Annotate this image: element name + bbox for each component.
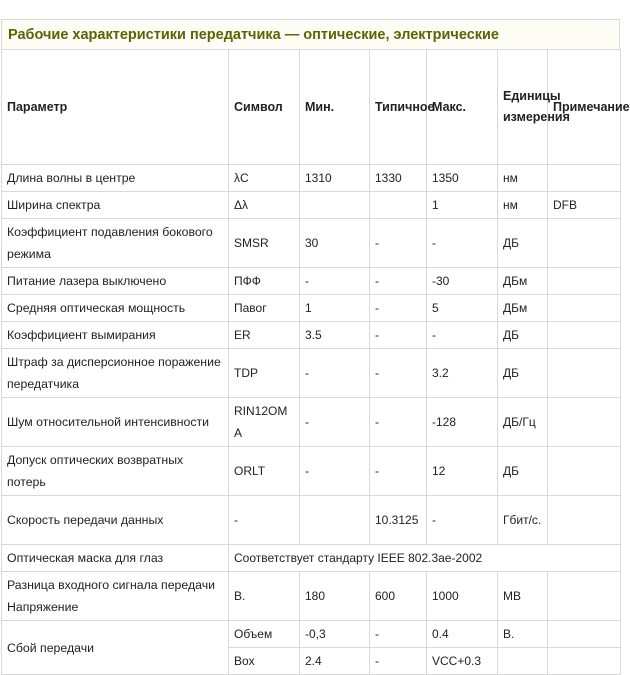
table-cell: нм bbox=[498, 192, 548, 219]
table-cell bbox=[548, 398, 621, 447]
table-row bbox=[2, 398, 621, 447]
table-cell: VCC+0.3 bbox=[427, 648, 498, 675]
table-cell bbox=[548, 165, 621, 192]
table-cell: - bbox=[370, 621, 427, 648]
table-cell: - bbox=[427, 219, 498, 268]
table-cell: Питание лазера выключено bbox=[2, 268, 229, 295]
table-cell: Допуск оптических возвратных потерь bbox=[2, 447, 229, 496]
table-cell: -30 bbox=[427, 268, 498, 295]
table-cell: TDP bbox=[229, 349, 300, 398]
table-cell: 180 bbox=[300, 572, 370, 621]
table-cell: Δλ bbox=[229, 192, 300, 219]
table-cell: - bbox=[370, 398, 427, 447]
header-cell: Макс. bbox=[427, 50, 498, 165]
table-cell: RIN12OMA bbox=[229, 398, 300, 447]
table-cell: 1 bbox=[427, 192, 498, 219]
header-cell: Единицы измерения bbox=[498, 50, 548, 165]
table-cell: -0,3 bbox=[300, 621, 370, 648]
table-cell: Ширина спектра bbox=[2, 192, 229, 219]
table-cell: 1 bbox=[300, 295, 370, 322]
table-cell: 1350 bbox=[427, 165, 498, 192]
table-cell bbox=[300, 192, 370, 219]
header-cell: Примечание bbox=[548, 50, 621, 165]
table-cell: Коэффициент вымирания bbox=[2, 322, 229, 349]
table-cell: ДБм bbox=[498, 295, 548, 322]
table-cell: 3.5 bbox=[300, 322, 370, 349]
table-cell: Сбой передачи bbox=[2, 621, 229, 675]
table-cell: ДБ bbox=[498, 349, 548, 398]
table-cell: Разница входного сигнала передачи Напряжение bbox=[2, 572, 229, 621]
table-cell: ДБ bbox=[498, 322, 548, 349]
header-cell: Параметр bbox=[2, 50, 229, 165]
table-row bbox=[2, 165, 621, 192]
specs-table bbox=[1, 49, 630, 675]
header-cell: Типичное bbox=[370, 50, 427, 165]
table-cell bbox=[370, 192, 427, 219]
header-cell: Мин. bbox=[300, 50, 370, 165]
table-cell: 10.3125 bbox=[370, 496, 427, 545]
table-cell bbox=[548, 219, 621, 268]
table-row bbox=[2, 268, 621, 295]
table-cell: - bbox=[300, 349, 370, 398]
table-row bbox=[2, 496, 621, 545]
table-row bbox=[2, 295, 621, 322]
table-cell: - bbox=[370, 322, 427, 349]
table-cell: - bbox=[370, 349, 427, 398]
table-cell: ДБ bbox=[498, 219, 548, 268]
table-cell: - bbox=[427, 322, 498, 349]
table-cell bbox=[548, 621, 621, 648]
table-cell: - bbox=[300, 398, 370, 447]
table-cell: 0.4 bbox=[427, 621, 498, 648]
table-cell: - bbox=[300, 268, 370, 295]
table-cell bbox=[548, 496, 621, 545]
table-cell bbox=[548, 295, 621, 322]
table-cell: 5 bbox=[427, 295, 498, 322]
table-cell: 30 bbox=[300, 219, 370, 268]
table-cell: 1330 bbox=[370, 165, 427, 192]
table-cell bbox=[548, 648, 621, 675]
table-cell: 1310 bbox=[300, 165, 370, 192]
table-cell: DFB bbox=[548, 192, 621, 219]
table-cell: МВ bbox=[498, 572, 548, 621]
table-cell: нм bbox=[498, 165, 548, 192]
table-cell: Длина волны в центре bbox=[2, 165, 229, 192]
table-cell: - bbox=[370, 648, 427, 675]
table-cell: Штраф за дисперсионное поражение передатчика bbox=[2, 349, 229, 398]
table-cell bbox=[548, 322, 621, 349]
table-cell: В. bbox=[229, 572, 300, 621]
table-cell: Box bbox=[229, 648, 300, 675]
table-row bbox=[2, 322, 621, 349]
table-cell: В. bbox=[498, 621, 548, 648]
table-cell: ДБ bbox=[498, 447, 548, 496]
table-cell: 12 bbox=[427, 447, 498, 496]
table-cell: ДБ/Гц bbox=[498, 398, 548, 447]
table-row bbox=[2, 447, 621, 496]
table-title: Рабочие характеристики передатчика — оптические, электрические bbox=[1, 19, 620, 49]
table-cell: -128 bbox=[427, 398, 498, 447]
table-cell: ORLT bbox=[229, 447, 300, 496]
table-row bbox=[2, 572, 621, 621]
table-cell: - bbox=[370, 295, 427, 322]
table-cell: 600 bbox=[370, 572, 427, 621]
table-cell bbox=[548, 349, 621, 398]
table-cell: Шум относительной интенсивности bbox=[2, 398, 229, 447]
table-row bbox=[2, 621, 621, 648]
table-cell bbox=[300, 496, 370, 545]
table-cell bbox=[548, 572, 621, 621]
table-cell: λC bbox=[229, 165, 300, 192]
table-cell: 3.2 bbox=[427, 349, 498, 398]
header-cell: Символ bbox=[229, 50, 300, 165]
header-row bbox=[2, 50, 621, 165]
table-cell: - bbox=[370, 219, 427, 268]
table-cell bbox=[548, 268, 621, 295]
table-row bbox=[2, 219, 621, 268]
table-row bbox=[2, 192, 621, 219]
table-cell: - bbox=[370, 268, 427, 295]
table-cell: - bbox=[370, 447, 427, 496]
table-cell: - bbox=[229, 496, 300, 545]
table-cell: ПФФ bbox=[229, 268, 300, 295]
table-cell: - bbox=[300, 447, 370, 496]
table-cell: ER bbox=[229, 322, 300, 349]
table-cell: Гбит/с. bbox=[498, 496, 548, 545]
table-row bbox=[2, 349, 621, 398]
table-cell: Соответствует стандарту IEEE 802.3ae-2002 bbox=[229, 545, 621, 572]
table-cell: ДБм bbox=[498, 268, 548, 295]
table-cell: - bbox=[427, 496, 498, 545]
table-cell bbox=[498, 648, 548, 675]
table-cell: Объем bbox=[229, 621, 300, 648]
table-cell: SMSR bbox=[229, 219, 300, 268]
table-cell: Оптическая маска для глаз bbox=[2, 545, 229, 572]
table-cell: Средняя оптическая мощность bbox=[2, 295, 229, 322]
table-cell: Коэффициент подавления бокового режима bbox=[2, 219, 229, 268]
table-cell: Скорость передачи данных bbox=[2, 496, 229, 545]
table-cell bbox=[548, 447, 621, 496]
table-cell: Павог bbox=[229, 295, 300, 322]
table-cell: 1000 bbox=[427, 572, 498, 621]
table-row bbox=[2, 545, 621, 572]
table-cell: 2.4 bbox=[300, 648, 370, 675]
